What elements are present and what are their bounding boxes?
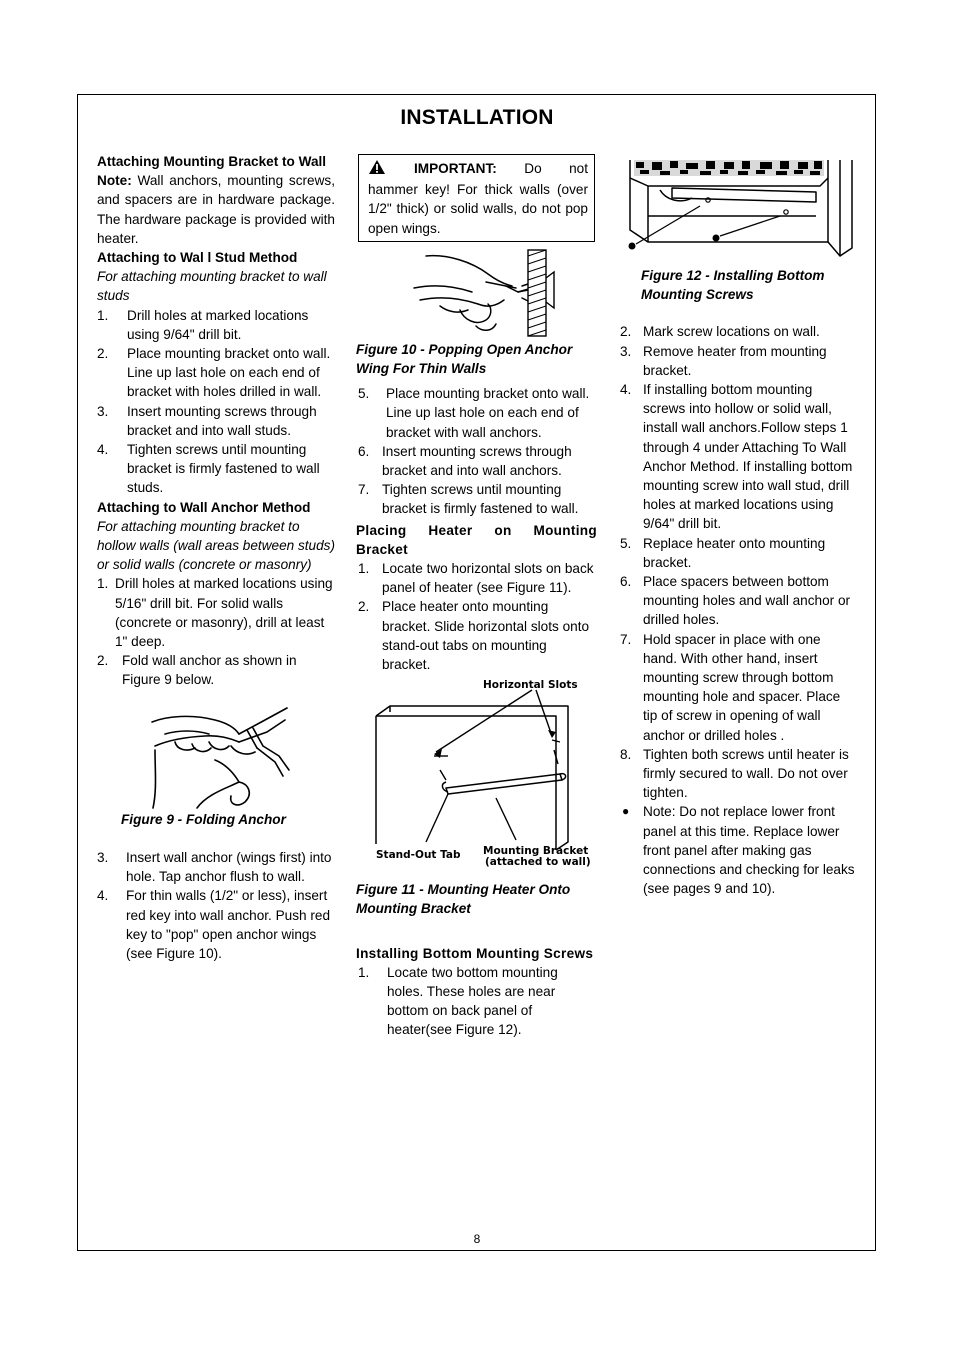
list-item: 4. Tighten screws until mounting bracket is firmly fastened to wall studs. (97, 442, 320, 496)
label-mounting-bracket: Mounting Bracket (483, 845, 589, 858)
list-item: 4. For thin walls (1/2" or less), insert red key into wall anchor. Push red key to "pop" open anchor wings (see Figure 10). (97, 888, 331, 961)
list-item: 1. Locate two bottom mounting holes. These holes are near bottom on back panel of heater(see Figure 12). (358, 964, 558, 1038)
list-item: 1. Drill holes at marked locations using 5/16" drill bit. For solid walls (concrete or masonry), drill at least 1" deep. (97, 576, 333, 650)
column-right (620, 154, 857, 899)
label-attached-to-wall: (attached to wall) (485, 856, 591, 869)
list-item: 8. Tighten both screws until heater is firmly secured to wall. Do not over tighten. (620, 746, 849, 801)
figure-11-mounting-heater (356, 674, 597, 884)
heading-placing-heater: Placing Heater on Mounting Bracket (356, 522, 597, 557)
heading-wall-stud-method: Attaching to Wal l Stud Method (97, 250, 298, 266)
column-left (97, 152, 335, 963)
list-item: 2. Place mounting bracket onto wall. Line up last hole on each end of bracket with holes drilled in wall. (97, 346, 331, 400)
important-text: Do not hammer key! For thick walls (over 1/2" thick) or solid walls, do not pop open wings. (368, 161, 588, 236)
wall-stud-steps (97, 306, 335, 498)
list-item: 7. Hold spacer in place with one hand. With other hand, insert mounting screw through bottom mounting hole and spacer. Place tip of screw in opening of wall anchor or drilled holes . (620, 631, 841, 743)
figure-10-popping-anchor-wing (356, 248, 597, 340)
list-item: 7. Tighten screws until mounting bracket is firmly fastened to wall. (358, 482, 579, 517)
list-item: 2. Place heater onto mounting bracket. Slide horizontal slots onto stand-out tabs on mounting bracket. (358, 599, 590, 673)
list-item: 1. Drill holes at marked locations using 9/64" drill bit. (97, 307, 309, 342)
figure-12-caption: Figure 12 - Installing Bottom Mounting Screws (641, 268, 825, 303)
figure-9-folding-anchor (97, 690, 335, 810)
list-item: 5. Place mounting bracket onto wall. Line up last hole on each end of bracket with wall anchors. (358, 386, 590, 440)
list-item: 1. Locate two horizontal slots on back panel of heater (see Figure 11). (358, 561, 594, 596)
warning-icon (368, 159, 388, 180)
wall-stud-intro: For attaching mounting bracket to wall studs (97, 269, 327, 304)
list-item: 6. Insert mounting screws through bracket and into wall anchors. (358, 443, 572, 479)
heading-wall-anchor-method: Attaching to Wall Anchor Method (97, 499, 311, 515)
lower-panel-note (620, 802, 857, 898)
heading-attaching-bracket: Attaching Mounting Bracket to Wall (97, 154, 327, 169)
placing-steps (356, 559, 597, 674)
column-middle (356, 154, 597, 1040)
wall-anchor-steps-continued (97, 848, 335, 963)
label-horizontal-slots: Horizontal Slots (483, 679, 578, 692)
note-text: Note: Do not replace lower front panel at this time. Replace lower front panel after making gas connections and checking for leaks (see pages 9 and 10). (643, 804, 855, 897)
important-callout (358, 154, 595, 242)
list-item: 5. Replace heater onto mounting bracket. (620, 535, 826, 570)
list-item: 3. Insert wall anchor (wings first) into hole. Tap anchor flush to wall. (97, 849, 332, 885)
figure-10-caption: Figure 10 - Popping Open Anchor Wing For Thin Walls (356, 341, 573, 377)
figure-9-caption: Figure 9 - Folding Anchor (121, 811, 286, 827)
wall-anchor-intro: For attaching mounting bracket to hollow walls (wall areas between studs) or solid walls (concrete or masonry) (97, 518, 335, 573)
bottom-screw-steps-continued (620, 322, 857, 802)
list-item: 6. Place spacers between bottom mounting holes and wall anchor or drilled holes. (620, 574, 851, 628)
note-label: Note: (97, 173, 132, 189)
important-label: IMPORTANT: (414, 161, 497, 176)
list-item: 4. If installing bottom mounting screws into hollow or solid wall, install wall anchors.Follow steps 1 through 4 under Attaching To Wall Anchor Method. If installing bottom mounting screw into wall stud, drill holes at marked locations using 9/64" drill bit. (620, 382, 853, 532)
list-item: 2. Fold wall anchor as shown in Figure 9 below. (97, 653, 297, 688)
list-item: 3. Insert mounting screws through bracket and into wall studs. (97, 403, 317, 438)
heading-bottom-screws: Installing Bottom Mounting Screws (356, 945, 594, 961)
label-stand-out-tab: Stand-Out Tab (376, 849, 461, 862)
bottom-screw-steps (356, 963, 597, 1040)
page-number: 8 (473, 1232, 481, 1246)
hardware-note (97, 171, 335, 248)
figure-12-bottom-screws (620, 156, 857, 258)
bracket-steps (356, 384, 597, 518)
figure-11-caption: Figure 11 - Mounting Heater Onto Mounting Bracket (356, 882, 571, 917)
list-item: 2. Mark screw locations on wall. (620, 324, 820, 340)
page-title: INSTALLATION (400, 106, 554, 129)
wall-anchor-steps (97, 574, 335, 689)
bullet-icon: ● (622, 804, 630, 819)
list-item: 3. Remove heater from mounting bracket. (620, 343, 827, 378)
note-text: Wall anchors, mounting screws, and spacers are in hardware package. The hardware package is provided with heater. (97, 173, 335, 246)
